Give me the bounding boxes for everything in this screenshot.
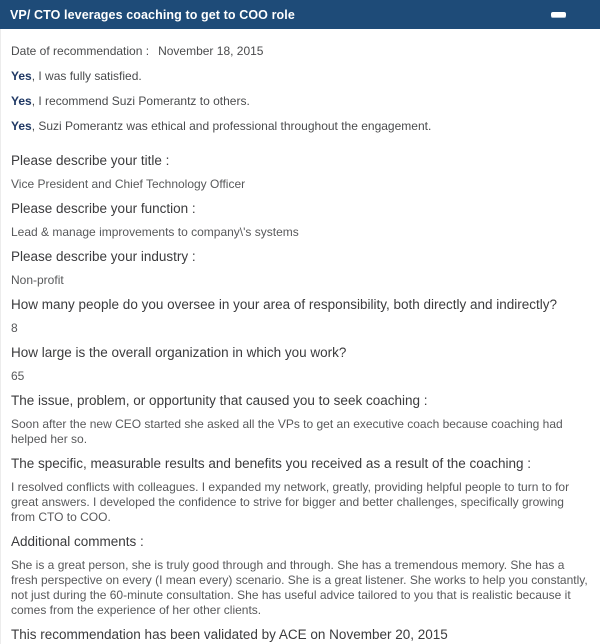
yes-prefix: Yes — [11, 69, 32, 83]
question-text: How many people do you oversee in your area of responsibility, both directly and indirectly? — [11, 297, 558, 312]
answer-text: I resolved conflicts with colleagues. I expanded my network, greatly, providing helpful people to turn to for great answers. I developed the confidence to strive for bigger and better challenges, specifically growing from CTO to COO. — [11, 480, 570, 524]
qa-pair-industry — [11, 248, 590, 288]
date-value: November 18, 2015 — [158, 44, 264, 58]
question-text: Please describe your industry : — [11, 249, 196, 264]
question-text: Please describe your function : — [11, 201, 196, 216]
question-text: The issue, problem, or opportunity that caused you to seek coaching : — [11, 393, 428, 408]
question-text: The specific, measurable results and benefits you received as a result of the coaching : — [11, 456, 532, 471]
accordion-header[interactable] — [0, 0, 600, 29]
qa-pair-issue — [11, 392, 590, 447]
question-text: How large is the overall organization in which you work? — [11, 345, 347, 360]
answer-text: Vice President and Chief Technology Officer — [11, 177, 246, 191]
question-text: Please describe your title : — [11, 153, 170, 168]
question-text: Additional comments : — [11, 534, 144, 549]
confirmation-recommend — [11, 93, 590, 109]
date-of-recommendation — [11, 43, 590, 59]
answer-text: She is a great person, she is truly good through and through. She has a tremendous memory. She has a fresh perspective on every (I mean every) scenario. She is a great listener. She works to help you constantly, not just during the 60-minute consultation. She has useful advice tailored to you that is realistic because it comes from the experience of her other clients. — [11, 558, 588, 617]
confirmation-text: , I was fully satisfied. — [31, 69, 142, 83]
answer-text: 65 — [11, 369, 25, 383]
yes-prefix: Yes — [11, 94, 32, 108]
answer-text: Non-profit — [11, 273, 64, 287]
qa-pair-organization-size — [11, 344, 590, 384]
collapse-minus-icon[interactable] — [551, 12, 566, 18]
date-label: Date of recommendation : — [11, 44, 150, 58]
qa-pair-additional-comments — [11, 533, 590, 618]
yes-prefix: Yes — [11, 119, 32, 133]
qa-pair-title — [11, 152, 590, 192]
confirmation-satisfied — [11, 68, 590, 84]
qa-pair-results — [11, 455, 590, 525]
confirmation-text: , Suzi Pomerantz was ethical and professional throughout the engagement. — [31, 119, 432, 133]
recommendation-content — [0, 29, 600, 644]
answer-text: 8 — [11, 321, 18, 335]
validation-statement: This recommendation has been validated by ACE on November 20, 2015 — [11, 627, 448, 642]
answer-text: Soon after the new CEO started she asked all the VPs to get an executive coach because coaching had helped her so. — [11, 417, 563, 446]
accordion-title: VP/ CTO leverages coaching to get to COO role — [10, 7, 295, 22]
answer-text: Lead & manage improvements to company\'s systems — [11, 225, 299, 239]
qa-section — [11, 152, 590, 618]
qa-pair-people-overseen — [11, 296, 590, 336]
confirmation-ethical — [11, 118, 590, 134]
confirmation-text: , I recommend Suzi Pomerantz to others. — [31, 94, 250, 108]
qa-pair-function — [11, 200, 590, 240]
